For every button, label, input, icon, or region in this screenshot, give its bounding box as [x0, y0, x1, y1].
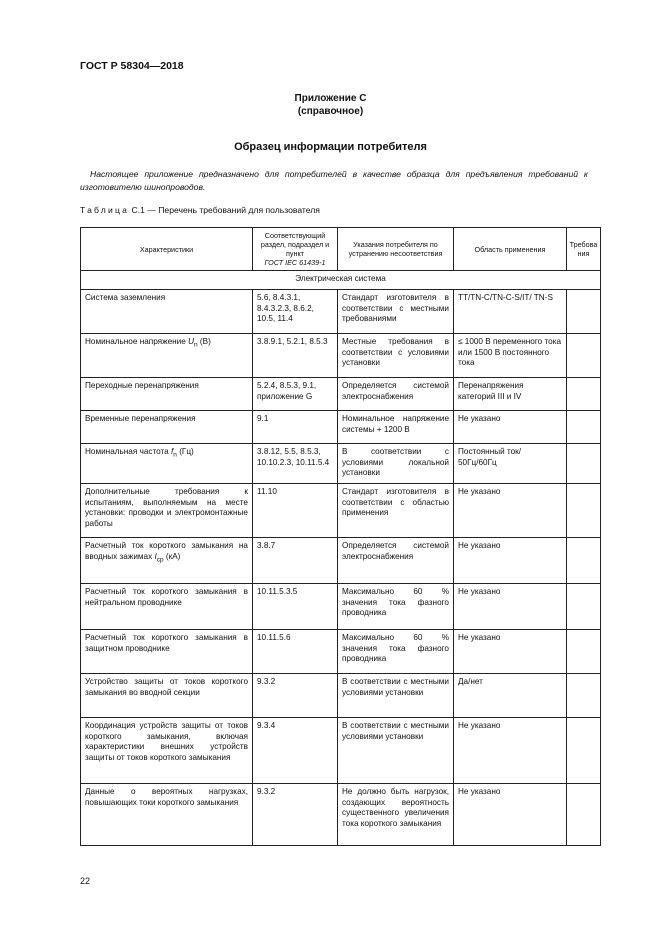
cell-requirements [567, 444, 601, 484]
cell-application-area: Не указано [454, 718, 567, 784]
cell-requirements [567, 484, 601, 538]
header-section-ref [253, 228, 338, 271]
table-row [81, 484, 601, 538]
characteristic-text: Номинальное напряжение [85, 337, 186, 346]
characteristic-symbol-subscript: n [193, 341, 198, 349]
cell-requirements [567, 378, 601, 411]
intro-paragraph: Настоящее приложение предназначено для потребителей в качестве образца для предъявления требований к изготовителю шинопроводов. [80, 169, 588, 192]
table-caption [80, 205, 320, 215]
table-row [81, 378, 601, 411]
characteristic-text: Расчетный ток короткого замыкания на вводных зажимах [85, 541, 248, 561]
characteristic-text: Устройство защиты от токов короткого замыкания во вводной секции [85, 677, 248, 697]
table-row [81, 411, 601, 444]
characteristic-unit: (В) [197, 337, 211, 346]
cell-section-ref: 3.8.12, 5.5, 8.5.3, 10.10.2.3, 10.11.5.4 [253, 444, 338, 484]
header-characteristics: Характеристики [81, 228, 253, 271]
cell-application-area: ≤ 1000 В переменного тока или 1500 В постоянного тока [454, 334, 567, 378]
cell-consumer-instructions: Номинальное напряжение системы + 1200 В [338, 411, 454, 444]
characteristic-text: Расчетный ток короткого замыкания в защитном проводнике [85, 633, 248, 653]
cell-consumer-instructions: В соответствии с местными условиями установки [338, 674, 454, 718]
cell-consumer-instructions: Определяется системой электроснабжения [338, 538, 454, 584]
cell-application-area: Не указано [454, 630, 567, 674]
characteristic-text: Система заземления [85, 293, 166, 302]
header-application-area: Область применения [454, 228, 567, 271]
cell-characteristic [81, 411, 253, 444]
cell-consumer-instructions: Стандарт изготовителя в соответствии с местными требованиями [338, 290, 454, 334]
characteristic-text: Расчетный ток короткого замыкания в нейтральном проводнике [85, 587, 248, 607]
cell-requirements [567, 538, 601, 584]
table-row [81, 630, 601, 674]
cell-characteristic [81, 484, 253, 538]
cell-section-ref: 9.3.2 [253, 674, 338, 718]
cell-requirements [567, 290, 601, 334]
section-row [81, 271, 601, 290]
appendix-subtitle: (справочное) [297, 106, 364, 117]
table-row [81, 334, 601, 378]
table-caption-text: С.1 — Перечень требований для пользователя [129, 205, 320, 215]
appendix-heading [0, 92, 661, 118]
characteristic-text: Временные перенапряжения [85, 414, 196, 423]
characteristic-unit: (кА) [163, 551, 181, 561]
table-row [81, 584, 601, 630]
cell-requirements [567, 334, 601, 378]
cell-application-area: Перенапряжения категорий III и IV [454, 378, 567, 411]
header-section-ref-main: Соответствующий раздел, подраздел и пункт [260, 231, 330, 258]
characteristic-text: Данные о вероятных нагрузках, повышающих токи короткого замыкания [85, 787, 248, 807]
characteristic-unit: (Гц) [176, 447, 194, 456]
section-title: Электрическая система [81, 271, 601, 290]
table-row [81, 718, 601, 784]
standard-number: ГОСТ Р 58304—2018 [80, 60, 184, 72]
appendix-title: Приложение С [294, 93, 367, 104]
cell-section-ref: 9.1 [253, 411, 338, 444]
document-title: Образец информации потребителя [234, 141, 427, 153]
cell-application-area: Да/нет [454, 674, 567, 718]
cell-application-area: TT/TN-C/TN-C-S/IT/ TN-S [454, 290, 567, 334]
cell-application-area: Не указано [454, 484, 567, 538]
cell-section-ref: 3.8.7 [253, 538, 338, 584]
cell-requirements [567, 718, 601, 784]
characteristic-symbol: U [188, 337, 194, 346]
cell-consumer-instructions: Определяется системой электроснабжения [338, 378, 454, 411]
cell-section-ref: 11.10 [253, 484, 338, 538]
cell-consumer-instructions: В соответствии с условиями локальной установки [338, 444, 454, 484]
characteristic-text: Координация устройств защиты от токов короткого замыкания, включая характеристики внешних устройств защиты от токов короткого замыкания [85, 721, 248, 762]
cell-section-ref: 9.3.4 [253, 718, 338, 784]
cell-characteristic [81, 584, 253, 630]
cell-section-ref: 9.3.2 [253, 784, 338, 846]
table-row [81, 538, 601, 584]
cell-application-area: Не указано [454, 784, 567, 846]
cell-application-area: Не указано [454, 584, 567, 630]
characteristic-text: Переходные перенапряжения [85, 381, 199, 390]
characteristic-symbol: I [154, 551, 157, 561]
cell-requirements [567, 784, 601, 846]
cell-requirements [567, 674, 601, 718]
characteristic-symbol: f [171, 447, 174, 456]
table-row [81, 444, 601, 484]
table-caption-prefix: Таблица [80, 205, 130, 215]
cell-characteristic [81, 444, 253, 484]
cell-consumer-instructions: Максимально 60 % значения тока фазного проводника [338, 584, 454, 630]
characteristic-symbol-subscript: cp [156, 556, 164, 564]
cell-consumer-instructions: В соответствии с местными условиями установки [338, 718, 454, 784]
cell-consumer-instructions: Местные требования в соответствии с условиями установки [338, 334, 454, 378]
cell-section-ref: 3.8.9.1, 5.2.1, 8.5.3 [253, 334, 338, 378]
cell-characteristic [81, 538, 253, 584]
cell-section-ref: 5.6, 8.4.3.1, 8.4.3.2.3, 8.6.2, 10.5, 11.4 [253, 290, 338, 334]
page-number: 22 [80, 876, 91, 886]
characteristic-text: Дополнительные требования к испытаниям, выполняемым на месте установки: проводки и электромонтажные работы [85, 487, 248, 528]
header-consumer-instructions: Указания потребителя по устранению несоответствия [338, 228, 454, 271]
cell-application-area: Не указано [454, 411, 567, 444]
cell-characteristic [81, 334, 253, 378]
cell-characteristic [81, 630, 253, 674]
cell-requirements [567, 584, 601, 630]
header-section-ref-standard: ГОСТ IEC 61439-1 [264, 258, 326, 267]
table-row [81, 674, 601, 718]
cell-requirements [567, 411, 601, 444]
cell-application-area: Постоянный ток/ 50Гц/60Гц [454, 444, 567, 484]
cell-application-area: Не указано [454, 538, 567, 584]
cell-section-ref: 5.2.4, 8.5.3, 9.1, приложение G [253, 378, 338, 411]
cell-requirements [567, 630, 601, 674]
cell-section-ref: 10.11.5.6 [253, 630, 338, 674]
cell-characteristic [81, 674, 253, 718]
characteristic-text: Номинальная частота [85, 447, 169, 456]
table-row [81, 290, 601, 334]
table-header-row [81, 228, 601, 271]
table-row [81, 784, 601, 846]
cell-consumer-instructions: Стандарт изготовителя в соответствии с областью применения [338, 484, 454, 538]
cell-section-ref: 10.11.5.3.5 [253, 584, 338, 630]
cell-consumer-instructions: Максимально 60 % значения тока фазного проводника [338, 630, 454, 674]
cell-characteristic [81, 784, 253, 846]
cell-characteristic [81, 718, 253, 784]
cell-characteristic [81, 290, 253, 334]
characteristic-symbol-subscript: n [173, 451, 177, 459]
requirements-table [80, 227, 601, 846]
cell-consumer-instructions: Не должно быть нагрузок, создающих вероятность существенного увеличения тока короткого замыкания [338, 784, 454, 846]
header-requirements: Требования [567, 228, 601, 271]
cell-characteristic [81, 378, 253, 411]
